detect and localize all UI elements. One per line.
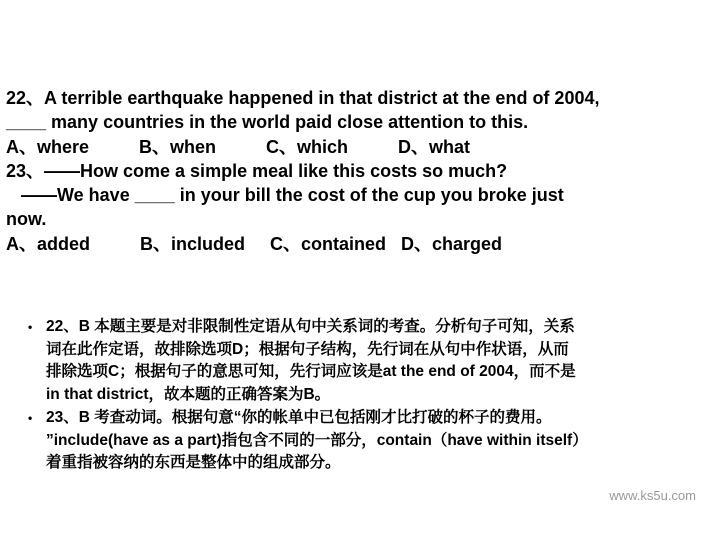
explanation-22-line-1: 22、B 本题主要是对非限制性定语从句中关系词的考查。分析句子可知，关系 [46,318,575,335]
explanation-item-22 [28,316,708,407]
question-block [6,86,714,256]
explanation-22-line-2: 词在此作定语，故排除选项D；根据句子结构，先行词在从句中作状语，从而 [46,340,569,358]
explanation-23-line-2: ”include(have as a part)指包含不同的一部分，contain（have within itself） [46,431,588,449]
explanation-list [28,316,708,475]
watermark: www.ks5u.com [609,488,696,503]
explanation-text-23 [46,407,708,475]
question-23-line-2: ——We have ____ in your bill the cost of the cup you broke just [6,185,564,206]
bullet-icon: • [28,410,33,425]
question-22-options: A、where B、when C、which D、what [6,136,471,157]
explanation-22-line-4: in that district，故本题的正确答案为B。 [46,386,331,404]
explanation-23-line-1: 23、B 考查动词。根据句意“你的帐单中已包括刚才比打破的杯子的费用。 [46,408,552,426]
explanation-text-22 [46,316,708,407]
question-23-options: A、added B、included C、contained D、charged [6,233,503,254]
bullet-icon: • [28,320,33,334]
explanation-item-23 [28,407,708,475]
explanation-23-line-3: 着重指被容纳的东西是整体中的组成部分。 [46,454,341,472]
explanation-22-line-3: 排除选项C；根据句子的意思可知，先行词应该是at the end of 2004，而不是 [46,363,576,381]
question-23-line-3: now. [6,209,47,230]
question-22-line-1: 22、A terrible earthquake happened in that district at the end of 2004, [6,88,600,108]
question-23-line-1: 23、——How come a simple meal like this costs so much? [6,160,508,181]
question-22-line-2: ____ many countries in the world paid close attention to this. [6,112,529,133]
